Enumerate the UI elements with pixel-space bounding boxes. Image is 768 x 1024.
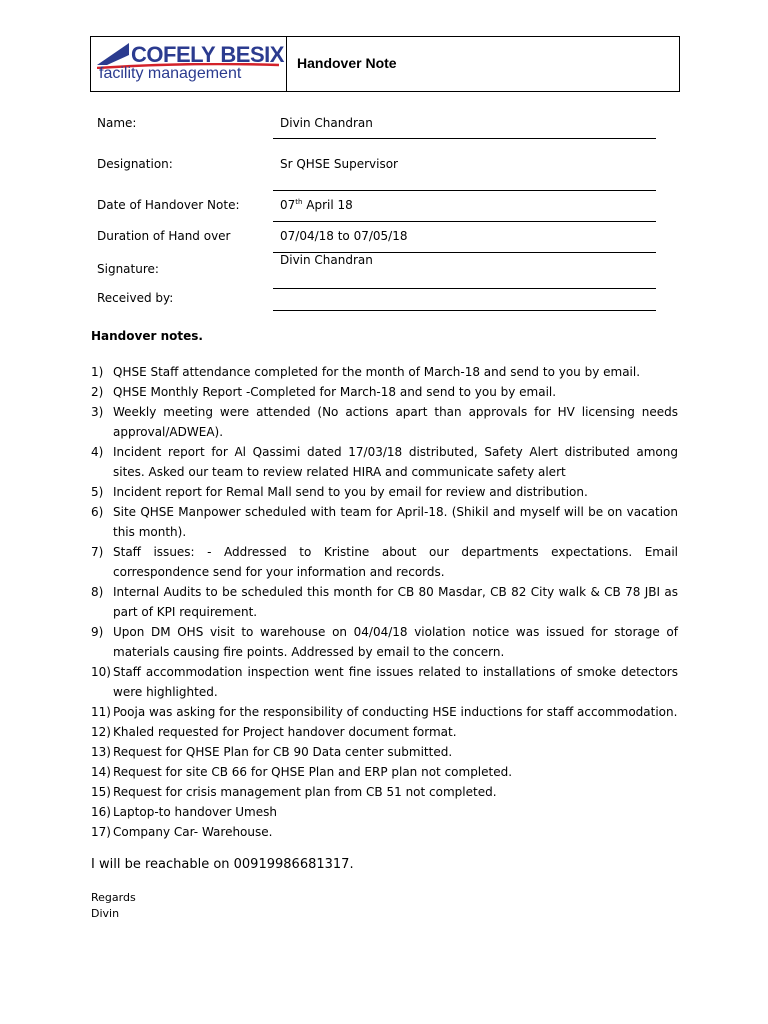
list-item-text: Request for crisis management plan from CB 51 not completed. [113, 785, 497, 799]
date-value [280, 198, 353, 212]
list-item-text: Request for QHSE Plan for CB 90 Data center submitted. [113, 745, 453, 759]
designation-rule [273, 190, 656, 191]
list-item [91, 442, 678, 482]
list-item-number: 16) [91, 805, 111, 819]
closing-name: Divin [91, 907, 120, 920]
list-item-number: 3) [91, 405, 104, 419]
list-item-text: Incident report for Remal Mall send to you by email for review and distribution. [113, 485, 588, 499]
duration-label: Duration of Hand over [97, 229, 231, 243]
closing [91, 890, 136, 922]
list-item-number: 8) [91, 585, 104, 599]
list-item-number: 1) [91, 365, 104, 379]
designation-value: Sr QHSE Supervisor [280, 157, 398, 171]
list-item [91, 582, 678, 622]
list-item-number: 11) [91, 705, 111, 719]
name-value: Divin Chandran [280, 116, 373, 130]
list-item-number: 6) [91, 505, 104, 519]
designation-label: Designation: [97, 157, 173, 171]
date-suffix: th [295, 198, 303, 206]
list-item-number: 5) [91, 485, 104, 499]
list-item [91, 782, 678, 802]
date-label: Date of Handover Note: [97, 198, 240, 212]
list-item-text: Incident report for Al Qassimi dated 17/03/18 distributed, Safety Alert distributed among sites. Asked our team to review related HIRA and communicate safety alert [113, 445, 678, 479]
list-item-text: Request for site CB 66 for QHSE Plan and ERP plan not completed. [113, 765, 513, 779]
name-rule [273, 138, 656, 139]
regards-text: Regards [91, 891, 136, 904]
list-item-number: 7) [91, 545, 104, 559]
company-logo [91, 37, 287, 91]
list-item-text: Company Car- Warehouse. [113, 825, 273, 839]
list-item-text: Staff issues: - Addressed to Kristine about our departments expectations. Email correspondence send for your information and records. [113, 545, 678, 579]
list-item-text: Staff accommodation inspection went fine issues related to installations of smoke detectors were highlighted. [113, 665, 678, 699]
list-item-text: Weekly meeting were attended (No actions apart than approvals for HV licensing needs approval/ADWEA). [113, 405, 678, 439]
logo-text-top: COFELY BESIX [131, 42, 284, 67]
list-item [91, 402, 678, 442]
received-rule [273, 310, 656, 311]
list-item-number: 10) [91, 665, 111, 679]
list-item [91, 622, 678, 662]
list-item-number: 14) [91, 765, 111, 779]
list-item-text: QHSE Staff attendance completed for the month of March-18 and send to you by email. [113, 365, 641, 379]
list-item-text: QHSE Monthly Report -Completed for March-18 and send to you by email. [113, 385, 557, 399]
list-item [91, 722, 678, 742]
list-item-number: 9) [91, 625, 104, 639]
list-item-text: Site QHSE Manpower scheduled with team for April-18. (Shikil and myself will be on vacation this month). [113, 505, 678, 539]
list-item [91, 762, 678, 782]
list-item-text: Internal Audits to be scheduled this month for CB 80 Masdar, CB 82 City walk & CB 78 JBI as part of KPI requirement. [113, 585, 678, 619]
list-item [91, 702, 678, 722]
document-title: Handover Note [297, 55, 397, 71]
date-rule [273, 221, 656, 222]
logo-mark-icon [97, 43, 129, 65]
logo-text-bottom: facility management [99, 65, 242, 82]
list-item-number: 12) [91, 725, 111, 739]
signature-value: Divin Chandran [280, 253, 373, 267]
name-label: Name: [97, 116, 137, 130]
date-rest: April 18 [302, 198, 353, 212]
list-item [91, 542, 678, 582]
list-item-number: 17) [91, 825, 111, 839]
list-item [91, 662, 678, 702]
list-item-text: Upon DM OHS visit to warehouse on 04/04/18 violation notice was issued for storage of materials causing fire points. Addressed by email to the concern. [113, 625, 678, 659]
list-item-number: 4) [91, 445, 104, 459]
list-item [91, 482, 678, 502]
list-item [91, 362, 678, 382]
list-item [91, 802, 678, 822]
list-item-text: Laptop-to handover Umesh [113, 805, 277, 819]
notes-list [91, 362, 678, 842]
signature-rule [273, 288, 656, 289]
list-item [91, 742, 678, 762]
list-item [91, 502, 678, 542]
list-item-text: Khaled requested for Project handover document format. [113, 725, 457, 739]
list-item-number: 15) [91, 785, 111, 799]
header-box [90, 36, 680, 92]
list-item-number: 2) [91, 385, 104, 399]
date-day: 07 [280, 198, 296, 212]
list-item-text: Pooja was asking for the responsibility of conducting HSE inductions for staff accommodation. [113, 705, 678, 719]
reachable-note: I will be reachable on 00919986681317. [91, 857, 354, 872]
signature-label: Signature: [97, 262, 159, 276]
notes-heading: Handover notes. [91, 329, 203, 343]
received-label: Received by: [97, 291, 174, 305]
duration-value: 07/04/18 to 07/05/18 [280, 229, 408, 243]
list-item [91, 382, 678, 402]
list-item [91, 822, 678, 842]
list-item-number: 13) [91, 745, 111, 759]
